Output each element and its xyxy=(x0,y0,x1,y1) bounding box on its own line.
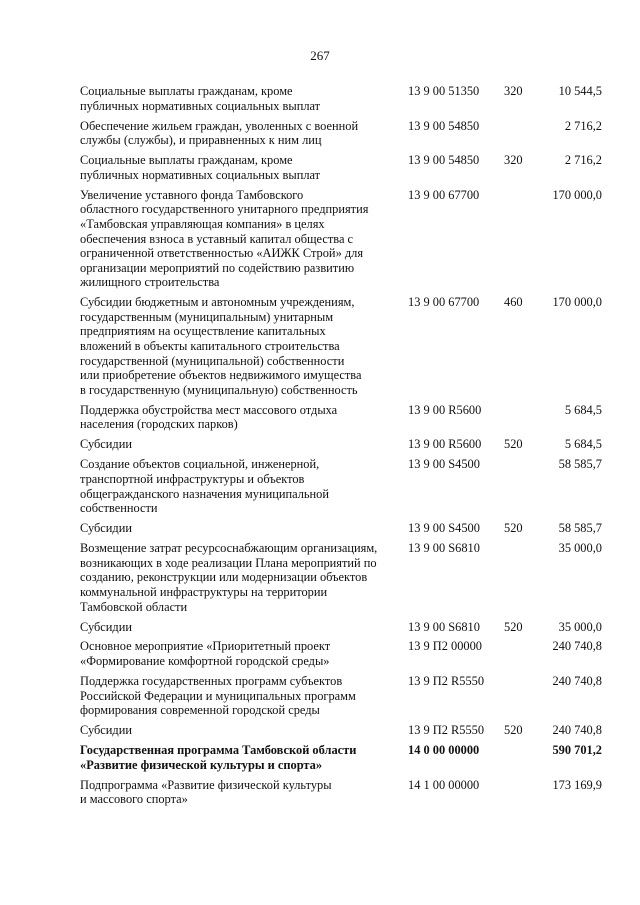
row-name: Субсидии xyxy=(80,723,132,738)
table-row xyxy=(80,84,602,113)
row-name: Поддержка обустройства мест массового отдыха населения (городских парков) xyxy=(80,402,338,432)
row-amount: 5 684,5 xyxy=(564,402,602,417)
row-name: Социальные выплаты гражданам, кроме публичных нормативных социальных выплат xyxy=(80,153,321,182)
row-name: Поддержка государственных программ субъектов Российской Федерации и муниципальных программ формирования современной городской среды xyxy=(80,674,356,718)
row-amount: 5 684,5 xyxy=(564,437,602,452)
row-code: 13 9 00 S4500 xyxy=(408,457,480,472)
row-code: 13 9 00 54850 xyxy=(408,153,480,168)
row-expense-type: 520 xyxy=(504,521,523,536)
row-name: Социальные выплаты гражданам, кроме публичных нормативных социальных выплат xyxy=(80,84,321,113)
table-row xyxy=(80,457,602,515)
row-expense-type: 320 xyxy=(504,153,523,168)
row-expense-type: 460 xyxy=(504,295,523,310)
row-code: 13 9 00 S4500 xyxy=(408,521,480,536)
row-name: Возмещение затрат ресурсоснабжающим организациям, возникающих в ходе реализации Плана мероприятий по созданию, реконструкции или модернизации объектов коммунальной инфраструктуры на территории Тамбовской области xyxy=(80,541,378,614)
row-code: 13 9 00 R5600 xyxy=(408,402,482,417)
row-expense-type: 520 xyxy=(504,723,523,738)
row-code: 13 9 П2 R5550 xyxy=(408,723,485,738)
row-name: Субсидии бюджетным и автономным учреждениям, государственным (муниципальным) унитарным предприятиям на осуществление капитальных вложений в объекты капитального строительства государственной (муниципальной) собственности или приобретение объектов недвижимого имущества в государственную (муниципальную) собственность xyxy=(80,295,362,397)
table-row xyxy=(80,403,602,432)
row-code: 13 9 00 67700 xyxy=(408,187,480,202)
row-code: 13 9 П2 00000 xyxy=(408,639,482,654)
row-amount: 170 000,0 xyxy=(552,295,602,310)
row-amount: 240 740,8 xyxy=(552,723,602,738)
table-row xyxy=(80,743,602,772)
row-amount: 58 585,7 xyxy=(558,521,602,536)
row-name: Субсидии xyxy=(80,619,132,634)
row-expense-type: 320 xyxy=(504,84,523,98)
table-row xyxy=(80,437,602,452)
row-amount: 240 740,8 xyxy=(552,639,602,654)
table-row xyxy=(80,541,602,614)
row-code: 13 9 00 S6810 xyxy=(408,541,480,556)
row-code: 14 0 00 00000 xyxy=(408,743,480,758)
row-name: Обеспечение жильем граждан, уволенных с военной службы (службы), и приравненных к ним лиц xyxy=(80,118,359,148)
row-amount: 2 716,2 xyxy=(564,118,602,133)
page-number: 267 xyxy=(310,48,330,63)
budget-table xyxy=(80,84,602,812)
row-code: 13 9 П2 R5550 xyxy=(408,674,485,689)
table-row xyxy=(80,639,602,668)
row-amount: 240 740,8 xyxy=(552,674,602,689)
row-amount: 2 716,2 xyxy=(564,153,602,168)
row-amount: 35 000,0 xyxy=(558,619,602,634)
table-row xyxy=(80,674,602,718)
row-name: Государственная программа Тамбовской области «Развитие физической культуры и спорта» xyxy=(80,743,357,772)
row-name: Увеличение уставного фонда Тамбовского областного государственного унитарного предприятия «Тамбовская управляющая компания» в целях обеспечения взноса в уставный капитал общества с ограниченной ответственностью «АИЖК Строй» для организации мероприятий по содействию развитию жилищного строительства xyxy=(80,187,369,290)
table-row xyxy=(80,778,602,807)
table-row xyxy=(80,295,602,397)
table-row xyxy=(80,119,602,148)
row-amount: 35 000,0 xyxy=(558,541,602,556)
row-code: 13 9 00 S6810 xyxy=(408,619,480,634)
row-amount: 590 701,2 xyxy=(552,743,602,758)
row-name: Субсидии xyxy=(80,437,132,452)
row-name: Основное мероприятие «Приоритетный проект «Формирование комфортной городской среды» xyxy=(80,639,331,669)
row-amount: 58 585,7 xyxy=(558,457,602,472)
row-name: Субсидии xyxy=(80,521,132,536)
row-code: 13 9 00 54850 xyxy=(408,118,480,133)
row-amount: 10 544,5 xyxy=(558,84,602,98)
table-row xyxy=(80,723,602,738)
row-code: 13 9 00 67700 xyxy=(408,295,480,310)
row-code: 13 9 00 51350 xyxy=(408,84,480,98)
row-amount: 170 000,0 xyxy=(552,187,602,202)
table-row xyxy=(80,620,602,635)
row-amount: 173 169,9 xyxy=(552,777,602,792)
row-expense-type: 520 xyxy=(504,437,523,452)
table-row xyxy=(80,521,602,536)
row-name: Подпрограмма «Развитие физической культуры и массового спорта» xyxy=(80,777,332,807)
table-row xyxy=(80,188,602,290)
row-expense-type: 520 xyxy=(504,619,523,634)
table-row xyxy=(80,153,602,182)
row-name: Создание объектов социальной, инженерной, транспортной инфраструктуры и объектов общегражданского назначения муниципальной собственности xyxy=(80,457,330,516)
row-code: 14 1 00 00000 xyxy=(408,777,480,792)
row-code: 13 9 00 R5600 xyxy=(408,437,482,452)
